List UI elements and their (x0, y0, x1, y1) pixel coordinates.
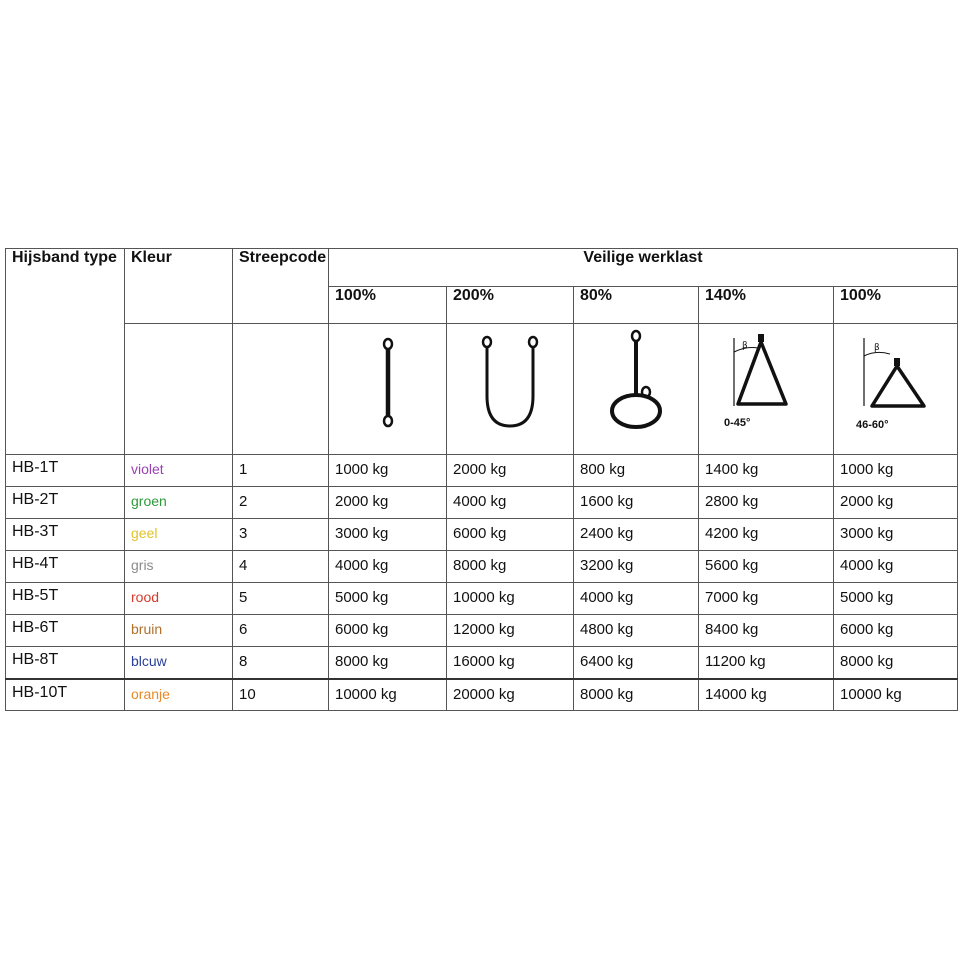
table-row (6, 647, 958, 679)
barcode-cell: 5 (233, 583, 329, 615)
working-load-table (5, 248, 958, 711)
barcode-cell: 10 (233, 679, 329, 711)
table-row (6, 679, 958, 711)
empty-color-cell (125, 324, 233, 455)
color-cell: oranje (125, 679, 233, 711)
header-percent-choker: 80% (574, 287, 699, 324)
color-cell: blcuw (125, 647, 233, 679)
sling-type-cell: HB-2T (6, 487, 125, 519)
load-cell: 8000 kg (574, 679, 699, 711)
load-cell: 4800 kg (574, 615, 699, 647)
vertical-lift-cell (329, 324, 447, 455)
load-cell: 6400 kg (574, 647, 699, 679)
load-cell: 6000 kg (834, 615, 958, 647)
table-row (6, 551, 958, 583)
load-cell: 2000 kg (834, 487, 958, 519)
load-cell: 8400 kg (699, 615, 834, 647)
header-sling-type: Hijsband type (6, 249, 125, 455)
sling-type-cell: HB-3T (6, 519, 125, 551)
table-row (6, 487, 958, 519)
sling-type-cell: HB-10T (6, 679, 125, 711)
load-cell: 5000 kg (834, 583, 958, 615)
sling-type-cell: HB-6T (6, 615, 125, 647)
barcode-cell: 3 (233, 519, 329, 551)
load-cell: 1000 kg (329, 455, 447, 487)
color-cell: groen (125, 487, 233, 519)
header-percent-basket-60: 100% (834, 287, 958, 324)
load-cell: 2800 kg (699, 487, 834, 519)
load-cell: 4000 kg (447, 487, 574, 519)
sling-type-cell: HB-8T (6, 647, 125, 679)
empty-barcode-cell (233, 324, 329, 455)
choker-hitch-icon (596, 324, 676, 434)
basket-45-cell (699, 324, 834, 455)
angle-symbol: β (873, 343, 880, 353)
header-color: Kleur (125, 249, 233, 324)
load-cell: 12000 kg (447, 615, 574, 647)
color-cell: geel (125, 519, 233, 551)
load-cell: 3000 kg (834, 519, 958, 551)
sling-type-cell: HB-1T (6, 455, 125, 487)
table-row (6, 455, 958, 487)
angle-symbol: β (742, 341, 748, 351)
load-cell: 16000 kg (447, 647, 574, 679)
color-cell: violet (125, 455, 233, 487)
load-cell: 4000 kg (574, 583, 699, 615)
load-cell: 5000 kg (329, 583, 447, 615)
u-basket-icon (470, 324, 550, 434)
barcode-cell: 2 (233, 487, 329, 519)
load-cell: 4000 kg (329, 551, 447, 583)
header-percent-vertical: 100% (329, 287, 447, 324)
load-cell: 8000 kg (329, 647, 447, 679)
sling-type-cell: HB-5T (6, 583, 125, 615)
load-cell: 2000 kg (447, 455, 574, 487)
basket-60-icon (846, 324, 946, 444)
load-cell: 20000 kg (447, 679, 574, 711)
table-row (6, 615, 958, 647)
load-cell: 1000 kg (834, 455, 958, 487)
choker-hitch-cell (574, 324, 699, 455)
load-cell: 11200 kg (699, 647, 834, 679)
header-percent-basket-45: 140% (699, 287, 834, 324)
load-cell: 8000 kg (834, 647, 958, 679)
load-cell: 4200 kg (699, 519, 834, 551)
load-cell: 5600 kg (699, 551, 834, 583)
load-cell: 6000 kg (447, 519, 574, 551)
load-cell: 10000 kg (329, 679, 447, 711)
barcode-cell: 8 (233, 647, 329, 679)
sling-type-cell: HB-4T (6, 551, 125, 583)
load-cell: 1400 kg (699, 455, 834, 487)
load-cell: 7000 kg (699, 583, 834, 615)
header-barcode: Streepcode (233, 249, 329, 324)
table-row (6, 583, 958, 615)
barcode-cell: 4 (233, 551, 329, 583)
barcode-cell: 6 (233, 615, 329, 647)
load-cell: 10000 kg (834, 679, 958, 711)
load-cell: 4000 kg (834, 551, 958, 583)
header-percent-basket: 200% (447, 287, 574, 324)
load-cell: 2400 kg (574, 519, 699, 551)
header-safe-working-load: Veilige werklast (329, 249, 958, 287)
load-cell: 800 kg (574, 455, 699, 487)
angle-label-45: 0-45° (724, 417, 751, 429)
table-row (6, 519, 958, 551)
angle-label-60: 46-60° (855, 419, 889, 431)
basket-60-cell (834, 324, 958, 455)
load-cell: 1600 kg (574, 487, 699, 519)
u-basket-cell (447, 324, 574, 455)
load-cell: 10000 kg (447, 583, 574, 615)
color-cell: gris (125, 551, 233, 583)
barcode-cell: 1 (233, 455, 329, 487)
load-cell: 3000 kg (329, 519, 447, 551)
load-cell: 6000 kg (329, 615, 447, 647)
load-cell: 14000 kg (699, 679, 834, 711)
color-cell: bruin (125, 615, 233, 647)
vertical-lift-icon (368, 324, 408, 434)
load-cell: 3200 kg (574, 551, 699, 583)
color-cell: rood (125, 583, 233, 615)
load-cell: 8000 kg (447, 551, 574, 583)
load-cell: 2000 kg (329, 487, 447, 519)
basket-45-icon (716, 324, 816, 444)
